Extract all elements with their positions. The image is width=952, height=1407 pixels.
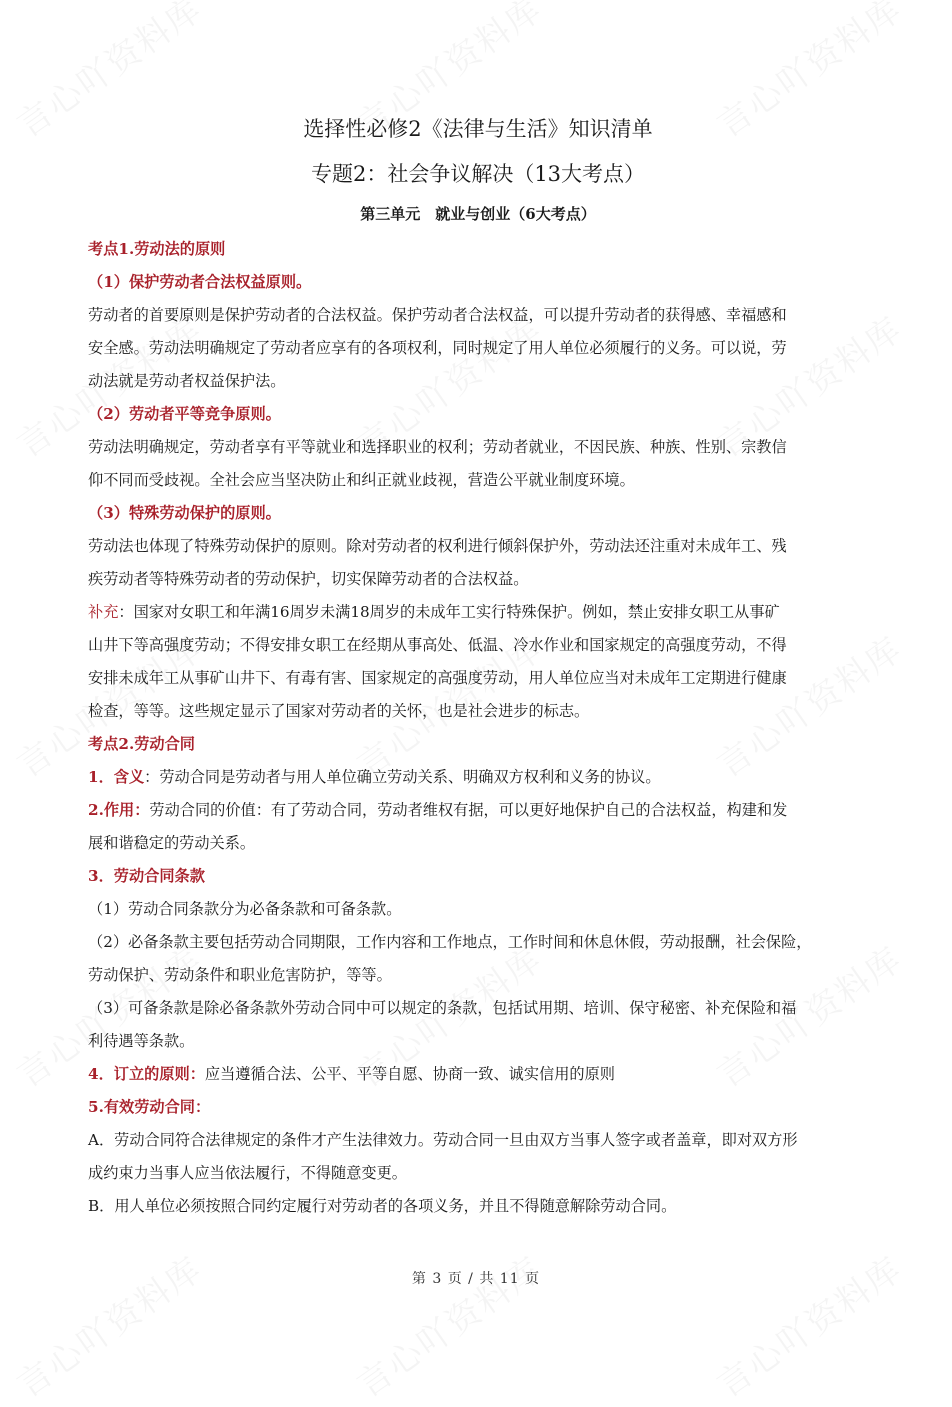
paragraph-line: ：国家对女职工和年满16周岁未满18周岁的未成年工实行特殊保护。例如，禁止安排女职工从事矿 [118,603,780,621]
document-content [88,233,868,1223]
paragraph-line: 展和谐稳定的劳动关系。 [88,834,256,852]
clause-line: （1）劳动合同条款分为必备条款和可备条款。 [88,900,402,918]
paragraph-line: 劳动合同的价值：有了劳动合同，劳动者维权有据，可以更好地保护自己的合法权益，构建和发 [149,801,788,819]
principle-text: 应当遵循合法、公平、平等自愿、协商一致、诚实信用的原则 [204,1065,615,1083]
paragraph-line: B．用人单位必须按照合同约定履行对劳动者的各项义务，并且不得随意解除劳动合同。 [88,1197,677,1215]
role-label: 2.作用： [88,801,150,819]
paragraph-line: 疾劳动者等特殊劳动者的劳动保护，切实保障劳动者的合法权益。 [88,570,529,588]
section-heading-kp2: 考点2.劳动合同 [88,735,195,753]
paragraph-line: 仰不同而受歧视。全社会应当坚决防止和纠正就业歧视，营造公平就业制度环境。 [88,471,635,489]
principle-1-heading: （1）保护劳动者合法权益原则。 [88,273,312,291]
paragraph-line: 劳动法明确规定，劳动者享有平等就业和选择职业的权利；劳动者就业，不因民族、种族、性别、宗教信 [88,438,787,456]
document-title: 选择性必修2《法律与生活》知识清单 [303,117,653,141]
clause-line: 劳动保护、劳动条件和职业危害防护，等等。 [88,966,392,984]
paragraph-line: 劳动法也体现了特殊劳动保护的原则。除对劳动者的权利进行倾斜保护外，劳动法还注重对未成年工、残 [88,537,787,555]
clause-line: （3）可备条款是除必备条款外劳动合同中可以规定的条款，包括试用期、培训、保守秘密、补充保险和福 [88,999,797,1017]
paragraph-line: A．劳动合同符合法律规定的条件才产生法律效力。劳动合同一旦由双方当事人签字或者盖章，即对双方形 [88,1131,798,1149]
clause-line: （2）必备条款主要包括劳动合同期限，工作内容和工作地点，工作时间和休息休假，劳动报酬，社会保险， [88,933,812,951]
valid-contract-heading: 5.有效劳动合同： [88,1098,211,1116]
principle-2-heading: （2）劳动者平等竞争原则。 [88,405,281,423]
paragraph-line: 山井下等高强度劳动；不得安排女职工在经期从事高处、低温、冷水作业和国家规定的高强度劳动，不得 [88,636,787,654]
paragraph-line: 安排未成年工从事矿山井下、有毒有害、国家规定的高强度劳动，用人单位应当对未成年工定期进行健康 [88,669,787,687]
meaning-text: ：劳动合同是劳动者与用人单位确立劳动关系、明确双方权利和义务的协议。 [144,768,661,786]
section-heading-kp1: 考点1.劳动法的原则 [88,240,226,258]
supplement-paragraph [88,596,868,629]
unit-title: 第三单元 就业与创业（6大考点） [360,205,596,223]
paragraph-line: 动法就是劳动者权益保护法。 [88,372,286,390]
clauses-heading: 3．劳动合同条款 [88,867,205,885]
paragraph-line: 成约束力当事人应当依法履行，不得随意变更。 [88,1164,407,1182]
supplement-label: 补充 [88,603,119,621]
principle-3-heading: （3）特殊劳动保护的原则。 [88,504,281,522]
clause-line: 利待遇等条款。 [88,1032,195,1050]
principle-paragraph [88,1058,868,1091]
page-number: 第 3 页 / 共 11 页 [411,1271,541,1287]
paragraph-line: 劳动者的首要原则是保护劳动者的合法权益。保护劳动者合法权益，可以提升劳动者的获得感、幸福感和 [88,306,787,324]
document-subtitle: 专题2：社会争议解决（13大考点） [310,162,646,186]
paragraph-line: 检查，等等。这些规定显示了国家对劳动者的关怀，也是社会进步的标志。 [88,702,590,720]
paragraph-line: 安全感。劳动法明确规定了劳动者应享有的各项权利，同时规定了用人单位必须履行的义务。可以说，劳 [88,339,787,357]
meaning-label: 1．含义 [88,768,145,786]
meaning-paragraph [88,761,868,794]
principle-label: 4．订立的原则： [88,1065,205,1083]
role-paragraph [88,794,868,827]
